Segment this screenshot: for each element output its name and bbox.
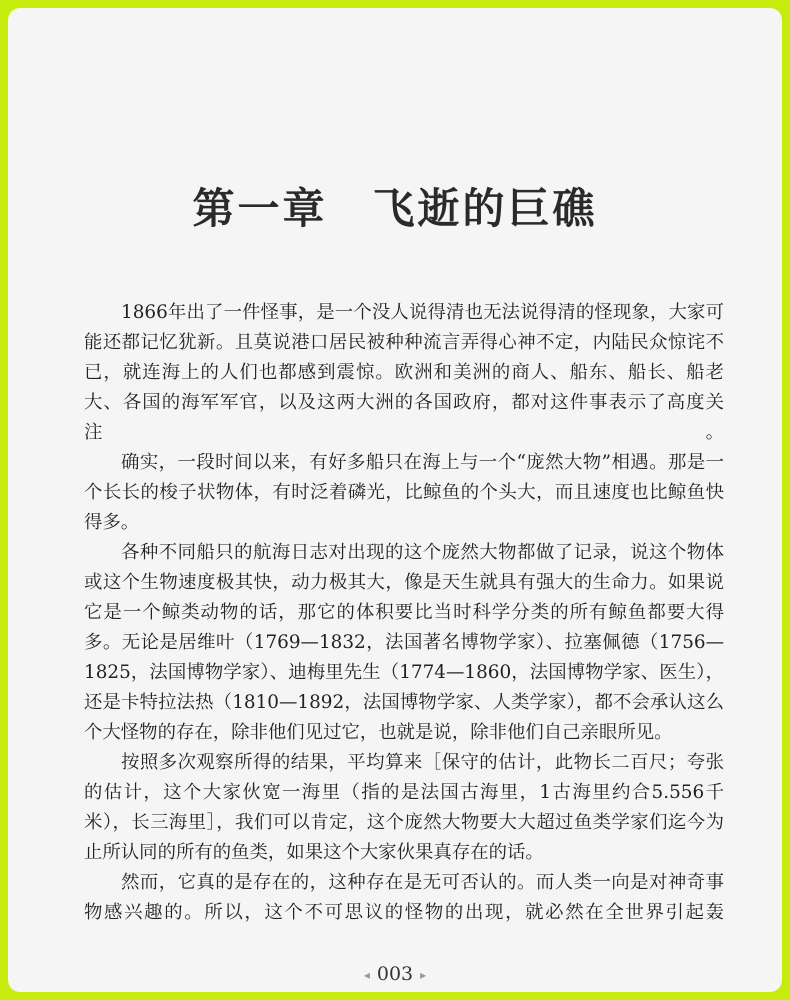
page-number: 003	[376, 963, 414, 985]
paragraph-3: 各种不同船只的航海日志对出现的这个庞然大物都做了记录，说这个物体或这个生物速度极其快，动力极其大，像是天生就具有强大的生命力。如果说它是一个鲸类动物的话，那它的体积要比当时科学分类的所有鲸鱼都要大得多。无论是居维叶（1769—1832，法国著名博物学家）、拉塞佩德（1756—1825，法国博物学家）、迪梅里先生（1774—1860，法国博物学家、医生），还是卡特拉法热（1810—1892，法国博物学家、人类学家），都不会承认这么个大怪物的存在，除非他们见过它，也就是说，除非他们自己亲眼所见。	[84, 542, 724, 743]
paragraph-5: 然而，它真的是存在的，这种存在是无可否认的。而人类一向是对神奇事物感兴趣的。所以，这个不可思议的怪物的出现，就必然在全世界引起轰	[84, 872, 724, 923]
paragraph-4: 按照多次观察所得的结果，平均算来［保守的估计，此物长二百尺；夸张的估计，这个大家伙宽一海里（指的是法国古海里，1古海里约合5.556千米），长三海里］，我们可以肯定，这个庞然大物要大大超过鱼类学家们迄今为止所认同的所有的鱼类，如果这个大家伙果真存在的话。	[84, 752, 724, 863]
page-footer	[8, 963, 782, 985]
body-text	[84, 298, 724, 928]
chapter-title: 第一章 飞逝的巨礁	[192, 184, 598, 233]
book-page	[8, 8, 782, 992]
folio-left-ornament: ◂	[363, 968, 370, 982]
folio-right-ornament: ▸	[420, 968, 427, 982]
paragraph-2: 确实，一段时间以来，有好多船只在海上与一个“庞然大物”相遇。那是一个长长的梭子状物体，有时泛着磷光，比鲸鱼的个头大，而且速度也比鲸鱼快得多。	[84, 452, 724, 533]
paragraph-1: 1866年出了一件怪事，是一个没人说得清也无法说得清的怪现象，大家可能还都记忆犹新。且莫说港口居民被种种流言弄得心神不定，内陆民众惊诧不已，就连海上的人们也都感到震惊。欧洲和美洲的商人、船东、船长、船老大、各国的海军军官，以及这两大洲的各国政府，都对这件事表示了高度关注。	[84, 302, 724, 443]
